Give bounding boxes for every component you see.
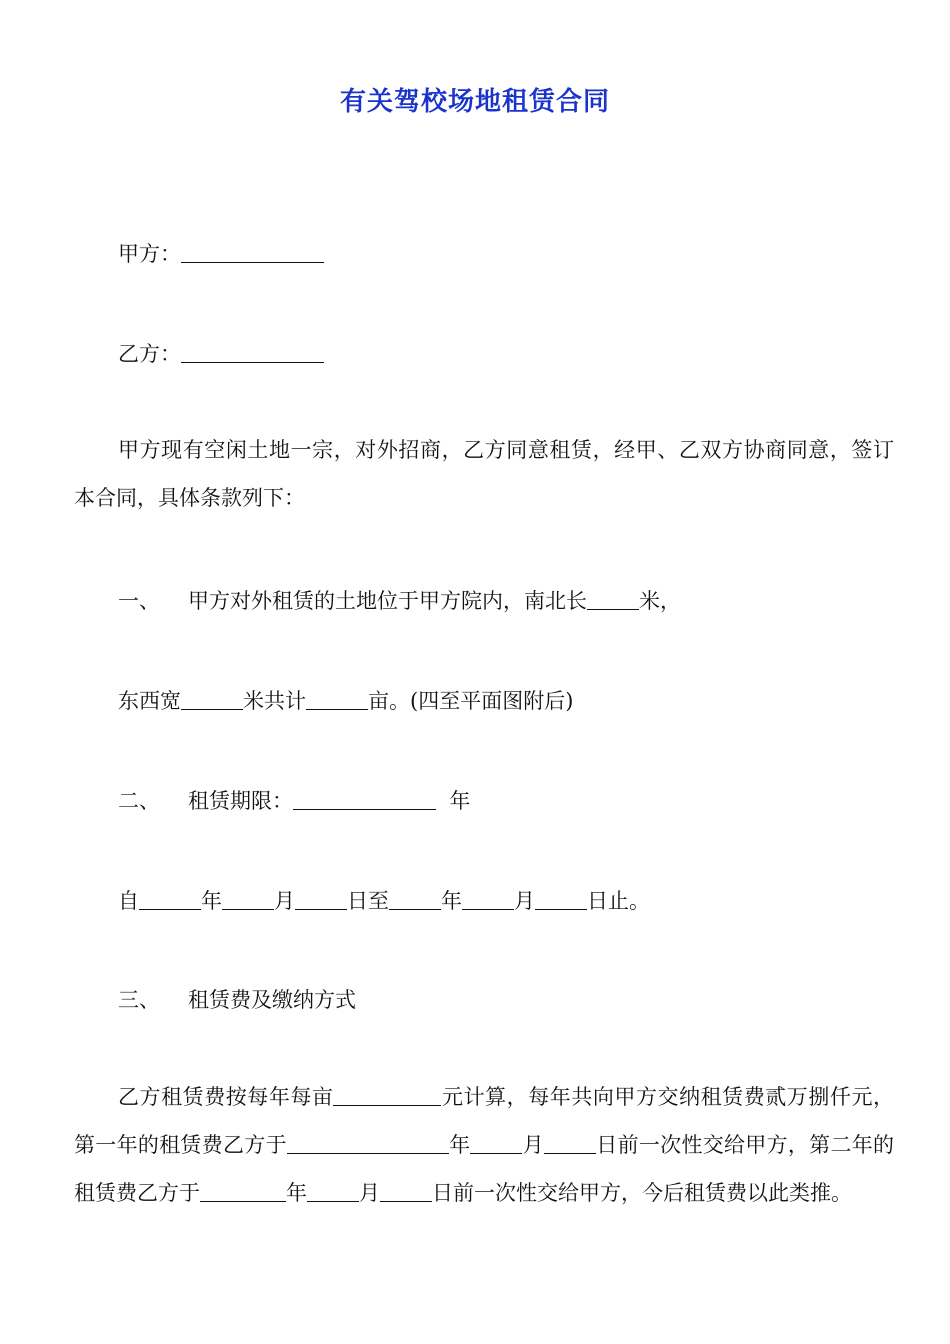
clause-1-text-d: 米共计 bbox=[243, 689, 306, 713]
party-a-blank[interactable] bbox=[181, 240, 324, 263]
clause-3-number: 三、 bbox=[118, 988, 160, 1012]
year-label: 年 bbox=[448, 1133, 471, 1157]
from-label: 自 bbox=[118, 889, 139, 913]
second-pay-day-blank[interactable] bbox=[380, 1179, 432, 1202]
year-label: 年 bbox=[201, 889, 222, 913]
area-blank[interactable] bbox=[306, 687, 368, 710]
party-b-label: 乙方： bbox=[118, 342, 181, 366]
clause-2-text-a: 租赁期限： bbox=[188, 789, 293, 813]
clause-1-text-b: 米， bbox=[639, 589, 681, 613]
clause-1-text-c: 东西宽 bbox=[118, 689, 181, 713]
start-day-blank[interactable] bbox=[295, 887, 347, 910]
fee-text-h: 日前一次性交给甲方，今后租赁费以此类推。 bbox=[432, 1181, 852, 1205]
year-label: 年 bbox=[441, 889, 462, 913]
clause-2-line-2 bbox=[118, 885, 650, 916]
first-pay-month-blank[interactable] bbox=[470, 1131, 522, 1154]
second-pay-year-blank[interactable] bbox=[200, 1179, 286, 1202]
intro-paragraph: 甲方现有空闲土地一宗，对外招商，乙方同意租赁，经甲、乙双方协商同意，签订本合同，具体条款列下： bbox=[74, 438, 894, 510]
day-to-label: 日至 bbox=[347, 889, 389, 913]
start-month-blank[interactable] bbox=[222, 887, 274, 910]
month-label: 月 bbox=[514, 889, 535, 913]
second-pay-month-blank[interactable] bbox=[307, 1179, 359, 1202]
end-day-blank[interactable] bbox=[535, 887, 587, 910]
fee-per-mu-blank[interactable] bbox=[333, 1083, 441, 1106]
clause-3-title: 租赁费及缴纳方式 bbox=[188, 988, 356, 1012]
term-years-blank[interactable] bbox=[293, 787, 436, 810]
first-pay-day-blank[interactable] bbox=[544, 1131, 596, 1154]
clause-3-paragraph bbox=[74, 1073, 894, 1217]
clause-1-text-a: 甲方对外租赁的土地位于甲方院内，南北长 bbox=[188, 589, 587, 613]
end-month-blank[interactable] bbox=[462, 887, 514, 910]
party-b-blank[interactable] bbox=[181, 340, 324, 363]
clause-2-number: 二、 bbox=[118, 789, 160, 813]
month-label: 月 bbox=[274, 889, 295, 913]
party-b-line bbox=[118, 338, 324, 369]
clause-1-line-1 bbox=[118, 585, 681, 616]
end-year-blank[interactable] bbox=[389, 887, 441, 910]
party-a-label: 甲方： bbox=[118, 242, 181, 266]
width-blank[interactable] bbox=[181, 687, 243, 710]
start-year-blank[interactable] bbox=[139, 887, 201, 910]
document-title: 有关驾校场地租赁合同 bbox=[339, 87, 610, 117]
clause-3-heading bbox=[118, 985, 356, 1015]
clause-2-text-b: 年 bbox=[449, 789, 471, 813]
clause-1-text-e: 亩。(四至平面图附后) bbox=[368, 689, 574, 713]
length-blank[interactable] bbox=[587, 587, 639, 610]
clause-2-line-1 bbox=[118, 785, 470, 816]
year-label: 年 bbox=[286, 1181, 307, 1205]
first-pay-year-blank[interactable] bbox=[287, 1131, 449, 1154]
fee-text-e: 日前一次性交给甲方，第二年的租赁费乙方于 bbox=[74, 1133, 895, 1205]
month-label: 月 bbox=[522, 1133, 545, 1157]
month-label: 月 bbox=[359, 1181, 380, 1205]
party-a-line bbox=[118, 238, 324, 269]
clause-1-number: 一、 bbox=[118, 589, 160, 613]
day-end-label: 日止。 bbox=[587, 889, 650, 913]
clause-1-line-2 bbox=[118, 685, 573, 716]
fee-text-a: 乙方租赁费按每年每亩 bbox=[118, 1085, 334, 1109]
fee-text-b: 元计算，每年共向甲方交纳租赁费贰万捌仟元，第一年的租赁费乙方于 bbox=[74, 1085, 894, 1157]
